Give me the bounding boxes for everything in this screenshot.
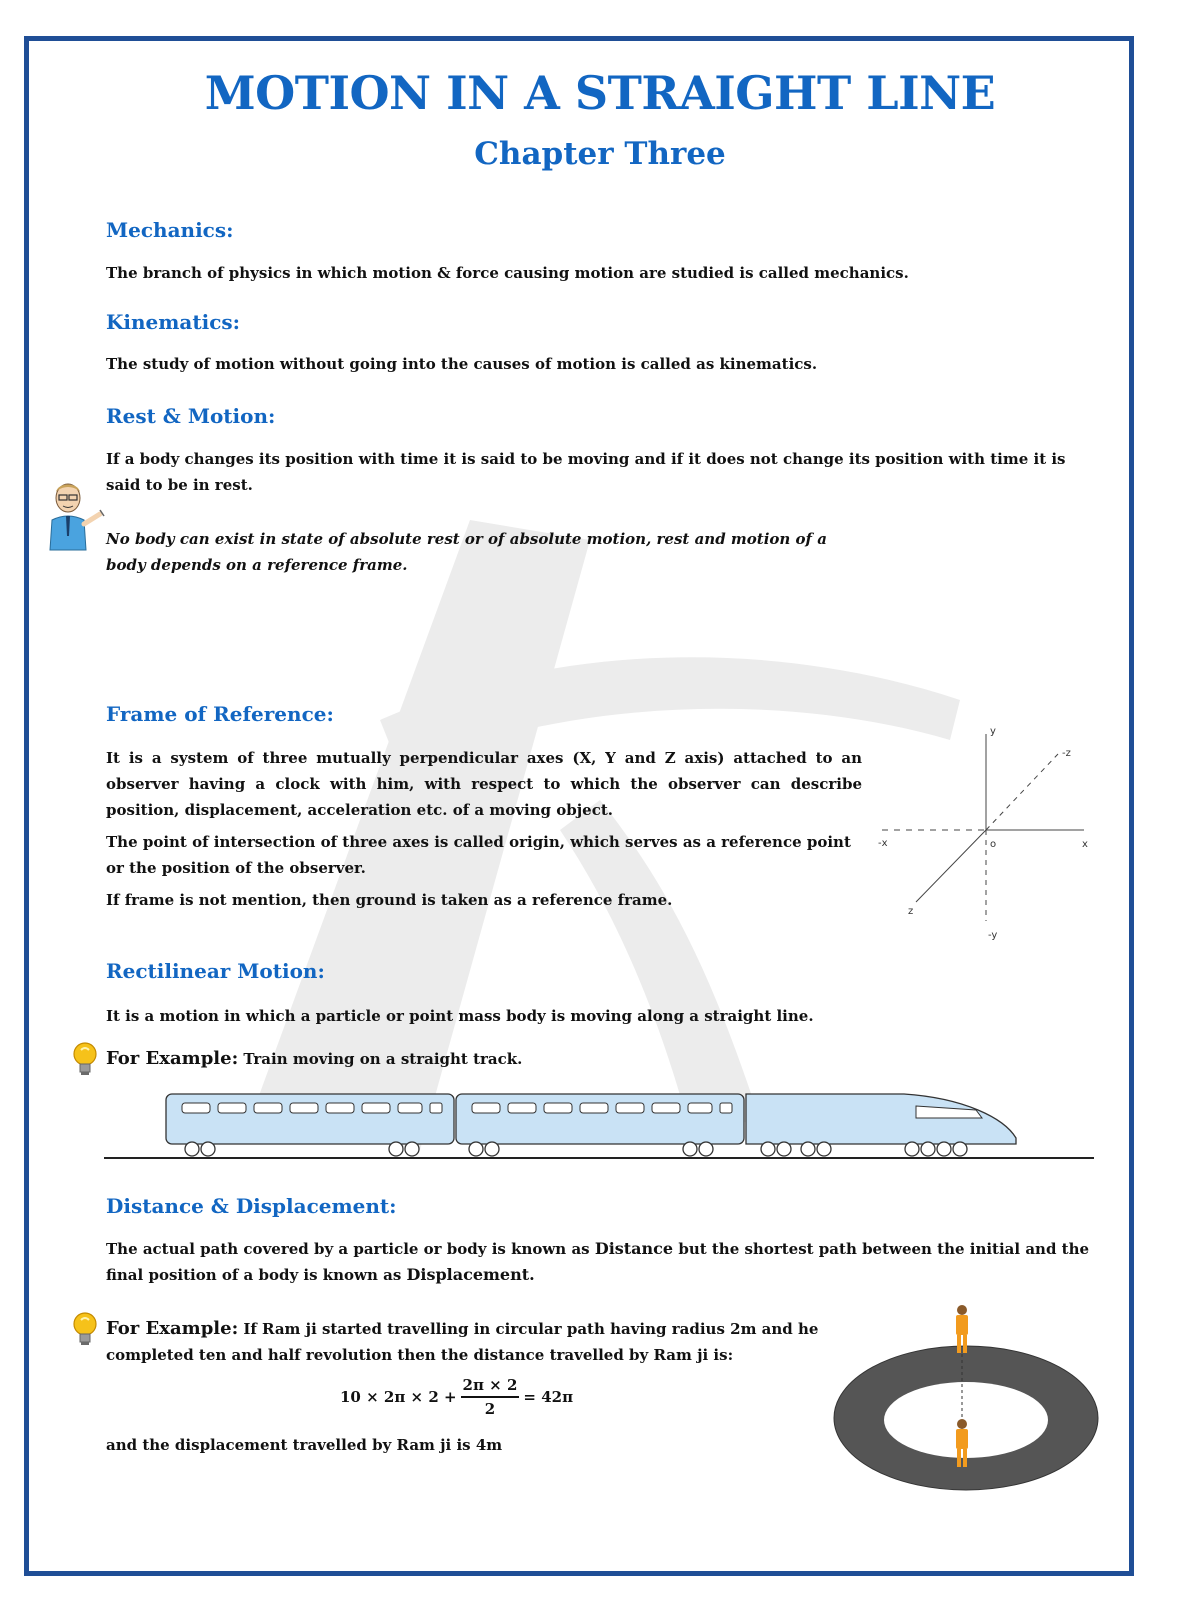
text-mechanics: The branch of physics in which motion & force causing motion are studied is called mechanics. xyxy=(106,264,909,282)
axis-label-origin: o xyxy=(990,839,997,850)
text-rectilinear: It is a motion in which a particle or point mass body is moving along a straight line. xyxy=(106,1007,814,1025)
axis-label-z: z xyxy=(908,906,914,917)
axes-diagram xyxy=(872,716,1102,946)
formula-fraction xyxy=(461,1376,520,1418)
heading-kinematics: Kinematics: xyxy=(106,310,241,334)
axis-label-neg-x: -x xyxy=(878,838,888,849)
text-distance-displacement xyxy=(106,1236,1091,1288)
note-reference-frame: No body can exist in state of absolute rest or of absolute motion, rest and motion of a body depends on a reference frame. xyxy=(106,530,827,574)
heading-mechanics: Mechanics: xyxy=(106,218,234,242)
formula-denominator: 2 xyxy=(484,1400,496,1418)
axis-label-x: x xyxy=(1082,839,1088,850)
example-text: If Ram ji started travelling in circular path having radius 2m and he completed ten and half revolution then the distance travelled by Ram ji is: xyxy=(106,1320,819,1364)
term-displacement: Displacement. xyxy=(406,1265,535,1284)
text-kinematics: The study of motion without going into the causes of motion is called as kinematics. xyxy=(106,355,818,373)
axis-label-neg-y: -y xyxy=(988,930,998,941)
page-title: MOTION IN A STRAIGHT LINE xyxy=(204,66,996,120)
chapter-subtitle: Chapter Three xyxy=(474,136,726,172)
lightbulb-icon xyxy=(70,1040,100,1080)
text-distance-part1: The actual path covered by a particle or body is known as xyxy=(106,1240,595,1258)
text-frame-para3: If frame is not mention, then ground is taken as a reference frame. xyxy=(106,891,673,909)
formula-left: 10 × 2π × 2 + xyxy=(340,1388,457,1406)
axis-label-neg-z: -z xyxy=(1062,748,1071,759)
text-rest-motion: If a body changes its position with time it is said to be moving and if it does not change its position with time it is said to be in rest. xyxy=(106,450,1066,494)
text-distance-part2: but the shortest path between the initial and the final position of a body is known as xyxy=(106,1240,1090,1284)
text-frame-para1: It is a system of three mutually perpendicular axes (X, Y and Z axis) attached to an observer having a clock with him, with respect to which the observer can describe position, displacement, acceleration etc. of a moving object. xyxy=(106,749,862,819)
example-label: For Example: xyxy=(106,1318,239,1339)
distance-formula xyxy=(340,1376,573,1418)
heading-frame-of-reference: Frame of Reference: xyxy=(106,702,334,726)
heading-distance-displacement: Distance & Displacement: xyxy=(106,1194,397,1218)
formula-numerator: 2π × 2 xyxy=(461,1376,520,1398)
train-illustration xyxy=(104,1088,1094,1162)
teacher-icon xyxy=(44,480,108,552)
axis-label-y: y xyxy=(990,726,996,737)
text-frame-para2: The point of intersection of three axes is called origin, which serves as a reference point or the position of the observer. xyxy=(106,833,851,877)
term-distance: Distance xyxy=(594,1239,674,1258)
lightbulb-icon xyxy=(70,1310,100,1350)
example-text: Train moving on a straight track. xyxy=(243,1050,523,1068)
rectilinear-example xyxy=(106,1048,522,1069)
example-label: For Example: xyxy=(106,1048,239,1069)
circular-track-illustration xyxy=(832,1300,1102,1500)
distance-example xyxy=(106,1316,826,1368)
heading-rectilinear: Rectilinear Motion: xyxy=(106,959,325,983)
heading-rest-motion: Rest & Motion: xyxy=(106,404,276,428)
text-displacement-conclusion: and the displacement travelled by Ram ji is 4m xyxy=(106,1436,503,1454)
formula-right: = 42π xyxy=(523,1388,574,1406)
